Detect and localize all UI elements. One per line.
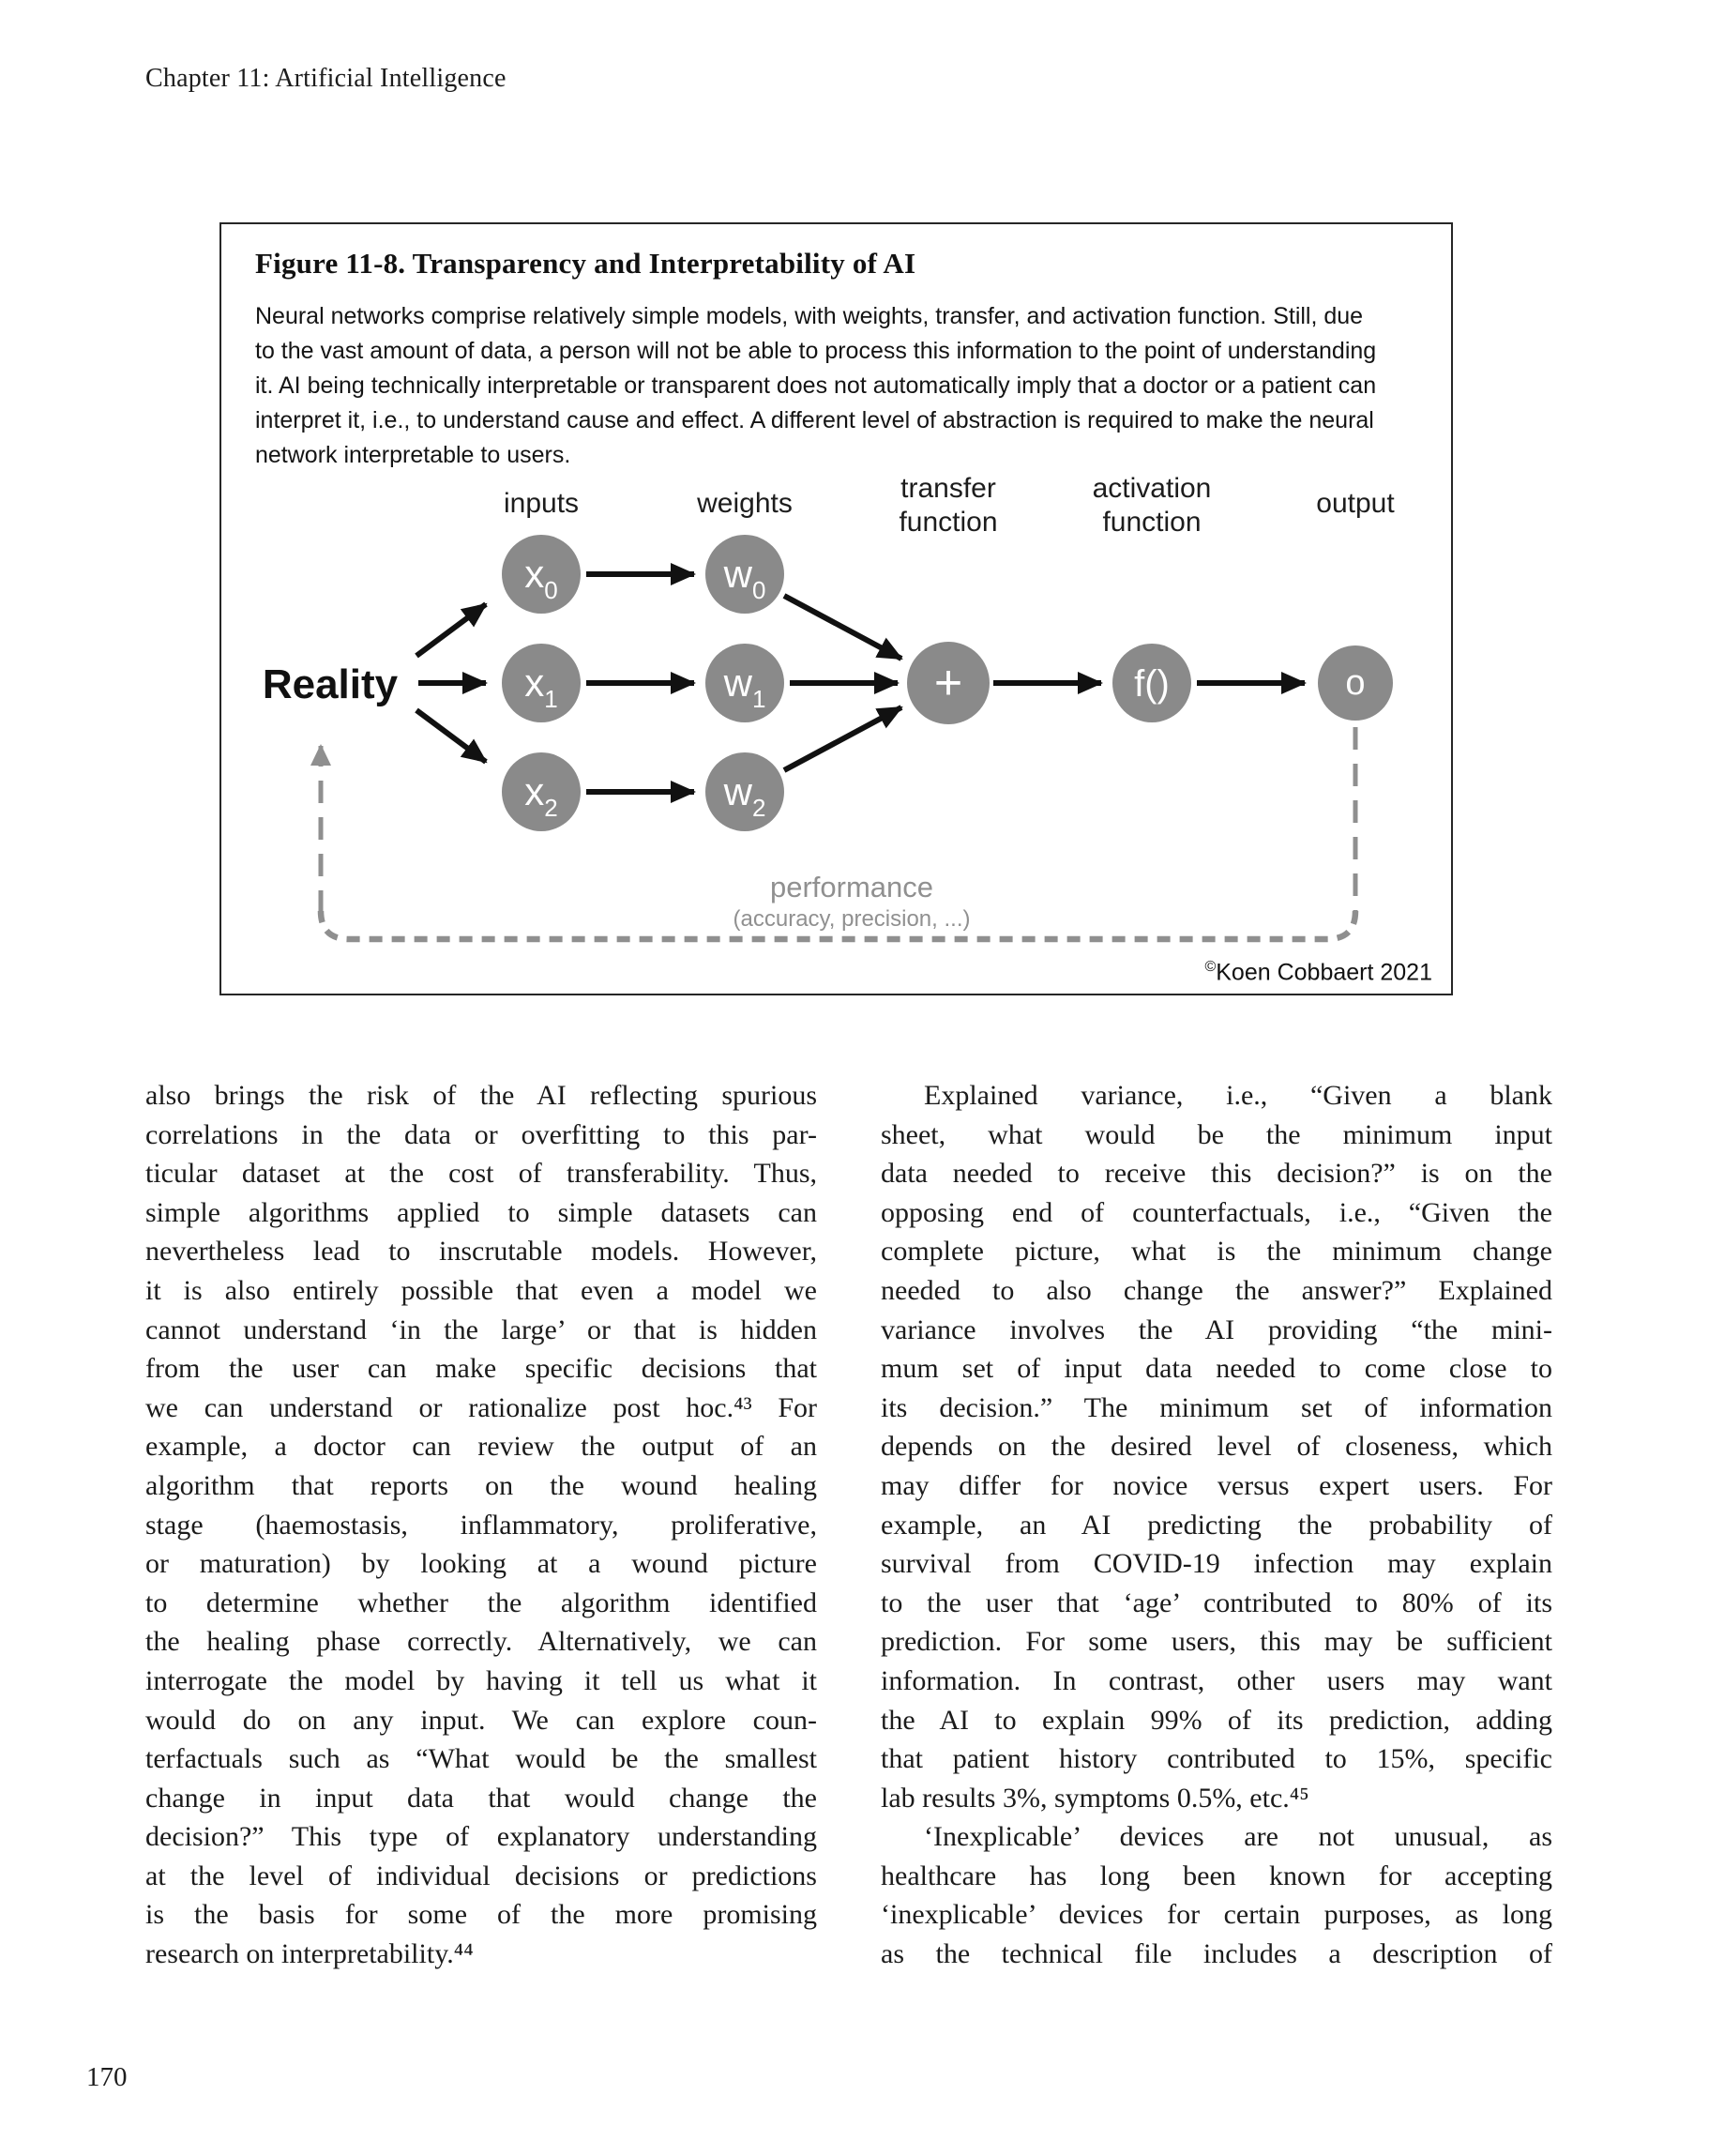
- figure-description: [255, 299, 1428, 473]
- figure-description-line: interpret it, i.e., to understand cause and effect. A different level of abstraction is required to make the neural: [255, 407, 1374, 433]
- svg-text:x1: $x_1$: [524, 660, 558, 713]
- svg-text:w2: $w_2$: [723, 769, 766, 822]
- figure-box: [219, 222, 1453, 995]
- body-text-line: to the user that ‘age’ contributed to 80% of its: [881, 1587, 1552, 1618]
- figure-description-line: to the vast amount of data, a person will not be able to process this information to the point of understanding: [255, 338, 1377, 364]
- body-text-line: decision?” This type of explanatory understanding: [145, 1821, 817, 1853]
- body-text-line: would do on any input. We can explore coun-: [145, 1704, 817, 1736]
- node-activation: [1112, 644, 1191, 722]
- copyright-symbol: ©: [1204, 958, 1217, 975]
- body-text-line: needed to also change the answer?” Explained: [881, 1274, 1552, 1306]
- body-text: [145, 1076, 1552, 1974]
- body-text-line: we can understand or rationalize post hoc.⁴³ For: [145, 1391, 817, 1423]
- neural-network-diagram: [221, 472, 1455, 994]
- body-text-line: the AI to explain 99% of its prediction, adding: [881, 1704, 1552, 1736]
- body-text-line: ‘inexplicable’ devices for certain purposes, as long: [881, 1899, 1552, 1931]
- body-text-line: variance involves the AI providing “the mini-: [881, 1313, 1552, 1345]
- node-x2: [502, 752, 581, 831]
- body-text-line: from the user can make specific decisions that: [145, 1353, 817, 1385]
- figure-description-line: it. AI being technically interpretable or transparent does not automatically imply that a doctor or a patient can: [255, 372, 1377, 399]
- body-text-line: Explained variance, i.e., “Given a blank: [924, 1080, 1552, 1111]
- body-text-line: lab results 3%, symptoms 0.5%, etc.⁴⁵: [881, 1782, 1309, 1814]
- arrow-w2-sum: [784, 707, 901, 770]
- arrow-reality-x2: [416, 710, 486, 762]
- body-text-line: at the level of individual decisions or predictions: [145, 1860, 817, 1891]
- label-transfer-function-line2: function: [899, 507, 998, 538]
- svg-text:x2: $x_2$: [524, 769, 558, 822]
- body-text-line: the healing phase correctly. Alternatively, we can: [145, 1626, 817, 1658]
- body-text-line: correlations in the data or overfitting to this par-: [145, 1118, 817, 1150]
- body-text-line: healthcare has long been known for accepting: [881, 1860, 1552, 1891]
- node-sum: [907, 642, 990, 724]
- arrow-reality-x0: [416, 604, 486, 656]
- body-text-line: change in input data that would change the: [145, 1782, 817, 1814]
- arrow-w0-sum: [784, 596, 901, 659]
- body-text-line: algorithm that reports on the wound healing: [145, 1469, 817, 1501]
- body-text-line: mum set of input data needed to come close to: [881, 1353, 1552, 1385]
- body-text-line: may differ for novice versus expert users. For: [881, 1469, 1552, 1501]
- node-x0: [502, 535, 581, 614]
- body-text-line: research on interpretability.⁴⁴: [145, 1938, 474, 1970]
- node-w2: [705, 752, 784, 831]
- svg-text:w1: $w_1$: [723, 660, 766, 713]
- body-text-line: ticular dataset at the cost of transferability. Thus,: [145, 1158, 817, 1190]
- svg-text:+: +: [933, 656, 963, 710]
- body-text-line: to determine whether the algorithm identified: [145, 1587, 817, 1618]
- node-w1: [705, 644, 784, 722]
- body-text-line: that patient history contributed to 15%, specific: [881, 1743, 1552, 1775]
- svg-text:f(): f(): [1134, 663, 1170, 705]
- label-weights: weights: [697, 488, 793, 519]
- label-activation-function-line2: function: [1102, 507, 1202, 538]
- body-text-line: survival from COVID-19 infection may explain: [881, 1548, 1552, 1580]
- body-text-line: information. In contrast, other users may want: [881, 1664, 1552, 1696]
- body-text-line: also brings the risk of the AI reflecting spurious: [145, 1080, 817, 1111]
- label-activation-function-line1: activation: [1092, 473, 1212, 504]
- body-text-line: sheet, what would be the minimum input: [881, 1118, 1552, 1150]
- body-column-right: [881, 1076, 1552, 1974]
- figure-credit-text: Koen Cobbaert 2021: [1216, 959, 1432, 985]
- figure-description-line: network interpretable to users.: [255, 442, 571, 468]
- body-text-line: nevertheless lead to inscrutable models. However,: [145, 1236, 817, 1268]
- body-text-line: or maturation) by looking at a wound picture: [145, 1548, 817, 1580]
- body-text-line: data needed to receive this decision?” is on the: [881, 1158, 1552, 1190]
- body-text-line: as the technical file includes a description of: [881, 1938, 1552, 1970]
- body-text-line: prediction. For some users, this may be sufficient: [881, 1626, 1552, 1658]
- performance-sub-label: (accuracy, precision, ...): [733, 906, 971, 932]
- body-text-line: example, a doctor can review the output of an: [145, 1431, 817, 1463]
- body-text-line: complete picture, what is the minimum change: [881, 1236, 1552, 1268]
- body-column-left: [145, 1076, 817, 1974]
- svg-text:o: o: [1345, 663, 1366, 703]
- body-text-line: stage (haemostasis, inflammatory, proliferative,: [145, 1509, 817, 1541]
- body-text-line: is the basis for some of the more promising: [145, 1899, 817, 1931]
- label-output: output: [1316, 488, 1395, 519]
- body-text-line: example, an AI predicting the probability of: [881, 1509, 1552, 1541]
- figure-credit: [1204, 959, 1432, 986]
- chapter-header: Chapter 11: Artificial Intelligence: [145, 64, 507, 93]
- body-text-line: simple algorithms applied to simple datasets can: [145, 1196, 817, 1228]
- reality-label: Reality: [262, 661, 399, 707]
- performance-label: performance: [769, 871, 934, 903]
- figure-title: Figure 11-8. Transparency and Interpretability of AI: [255, 247, 916, 280]
- node-w0: [705, 535, 784, 614]
- label-inputs: inputs: [503, 488, 580, 519]
- label-transfer-function-line1: transfer: [900, 473, 996, 504]
- body-text-line: cannot understand ‘in the large’ or that is hidden: [145, 1313, 817, 1345]
- page-number: 170: [86, 2062, 128, 2092]
- body-text-line: its decision.” The minimum set of information: [881, 1391, 1552, 1423]
- figure-description-line: Neural networks comprise relatively simple models, with weights, transfer, and activation function. Still, due: [255, 303, 1364, 329]
- body-text-line: it is also entirely possible that even a model we: [145, 1274, 817, 1306]
- body-text-line: opposing end of counterfactuals, i.e., “Given the: [881, 1196, 1552, 1228]
- body-text-line: ‘Inexplicable’ devices are not unusual, as: [924, 1821, 1552, 1853]
- svg-text:w0: $w_0$: [723, 552, 766, 604]
- svg-text:x0: $x_0$: [524, 552, 558, 604]
- node-output: [1318, 645, 1393, 721]
- body-text-line: interrogate the model by having it tell us what it: [145, 1664, 817, 1696]
- body-text-line: terfactuals such as “What would be the smallest: [145, 1743, 817, 1775]
- node-x1: [502, 644, 581, 722]
- body-text-line: depends on the desired level of closeness, which: [881, 1431, 1552, 1463]
